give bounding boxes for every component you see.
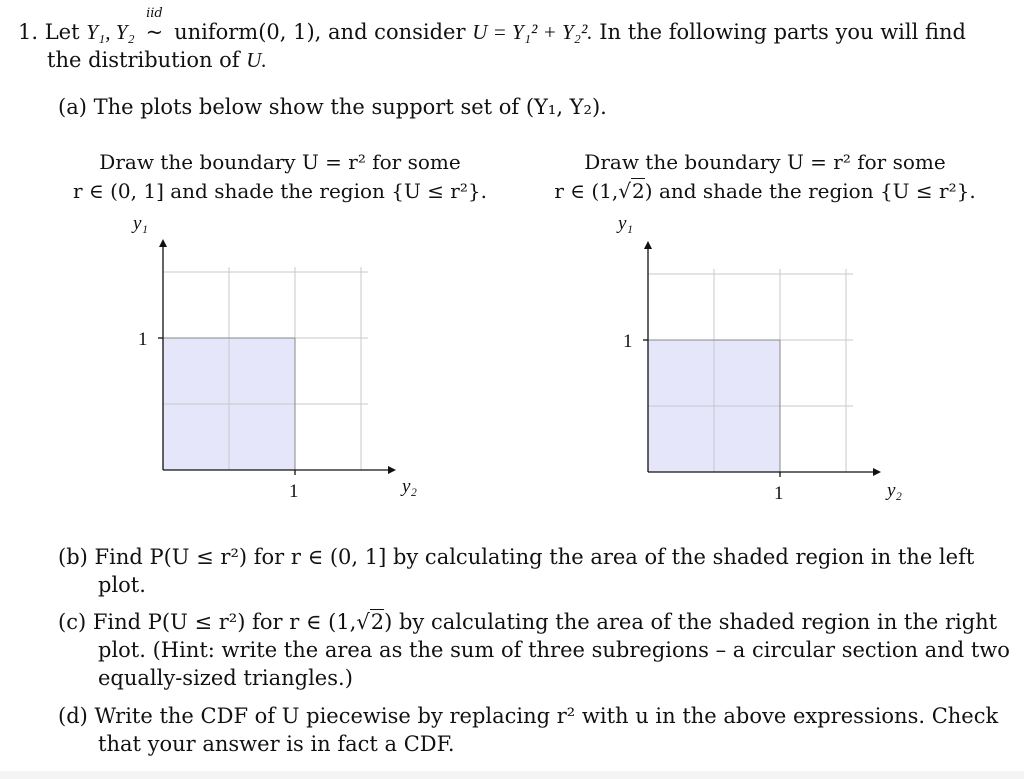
- sqrt-symbol: √2: [618, 179, 645, 203]
- left-y-axis-label: y₁: [133, 213, 149, 234]
- part-d-line-2: that your answer is in fact a CDF.: [98, 732, 455, 756]
- part-c-line-2: plot. (Hint: write the area as the sum of three subregions – a circular section and two: [98, 638, 1010, 662]
- right-plot-caption-2: [530, 179, 1000, 203]
- intro-var: U.: [246, 48, 267, 72]
- part-b-line-2: plot.: [98, 573, 146, 597]
- right-plot: [605, 207, 905, 507]
- part-c-sqrt-symbol: √2: [356, 610, 385, 634]
- left-y-tick-label: 1: [138, 329, 148, 350]
- iid-symbol: [141, 6, 167, 44]
- intro-text-3: In the following parts you will find: [599, 20, 966, 44]
- left-plot-caption-2: r ∈ (0, 1] and shade the region {U ≤ r²}.: [73, 179, 487, 203]
- intro-text-1: Let: [44, 20, 80, 44]
- problem-line-2: [47, 48, 267, 73]
- sqrt-radicand: 2: [632, 179, 645, 203]
- part-c-sqrt-radicand: 2: [370, 610, 385, 634]
- part-c-label: (c): [58, 610, 87, 634]
- part-b-text-1: Find P(U ≤ r²) for r ∈ (0, 1] by calculating the area of the shaded region in the left: [94, 545, 975, 569]
- right-caption-part-a: r ∈ (1,: [554, 179, 619, 203]
- right-y-axis-label: y₁: [618, 213, 634, 234]
- tilde-symbol: ~: [145, 20, 164, 44]
- left-plot: [120, 205, 420, 505]
- part-c-text-1b: ) by calculating the area of the shaded region in the right: [384, 610, 998, 634]
- left-plot-caption-1: Draw the boundary U = r² for some: [99, 150, 461, 174]
- intro-vars: Y₁, Y₂: [86, 20, 135, 44]
- right-x-tick-label: 1: [774, 483, 784, 504]
- intro-text-2: uniform(0, 1), and consider: [174, 20, 466, 44]
- part-b-line-1: [58, 545, 974, 569]
- right-y-tick-label: 1: [623, 331, 633, 352]
- right-plot-caption-1: Draw the boundary U = r² for some: [584, 150, 946, 174]
- part-c-text-1a: Find P(U ≤ r²) for r ∈ (1,: [92, 610, 357, 634]
- left-x-axis-label: y₂: [402, 476, 418, 497]
- intro-equation: U = Y₁² + Y₂².: [472, 20, 593, 44]
- part-a-label: (a): [58, 95, 87, 119]
- problem-number: 1.: [18, 20, 39, 44]
- part-c-line-3: equally-sized triangles.): [98, 666, 353, 690]
- right-caption-part-b: ) and shade the region {U ≤ r²}.: [644, 179, 976, 203]
- page-bottom-edge: [0, 771, 1024, 779]
- part-c-line-1: [58, 610, 997, 634]
- part-a: [58, 95, 607, 119]
- iid-label: iid: [146, 6, 163, 21]
- part-a-text: The plots below show the support set of (Y₁, Y₂).: [93, 95, 607, 119]
- part-d-text-1: Write the CDF of U piecewise by replacing r² with u in the above expressions. Check: [94, 704, 999, 728]
- left-x-tick-label: 1: [289, 481, 299, 502]
- problem-line-1: [18, 6, 966, 45]
- part-d-line-1: [58, 704, 998, 728]
- intro-text-4: the distribution of: [47, 48, 240, 72]
- right-x-axis-label: y₂: [887, 480, 903, 501]
- part-b-label: (b): [58, 545, 88, 569]
- part-d-label: (d): [58, 704, 88, 728]
